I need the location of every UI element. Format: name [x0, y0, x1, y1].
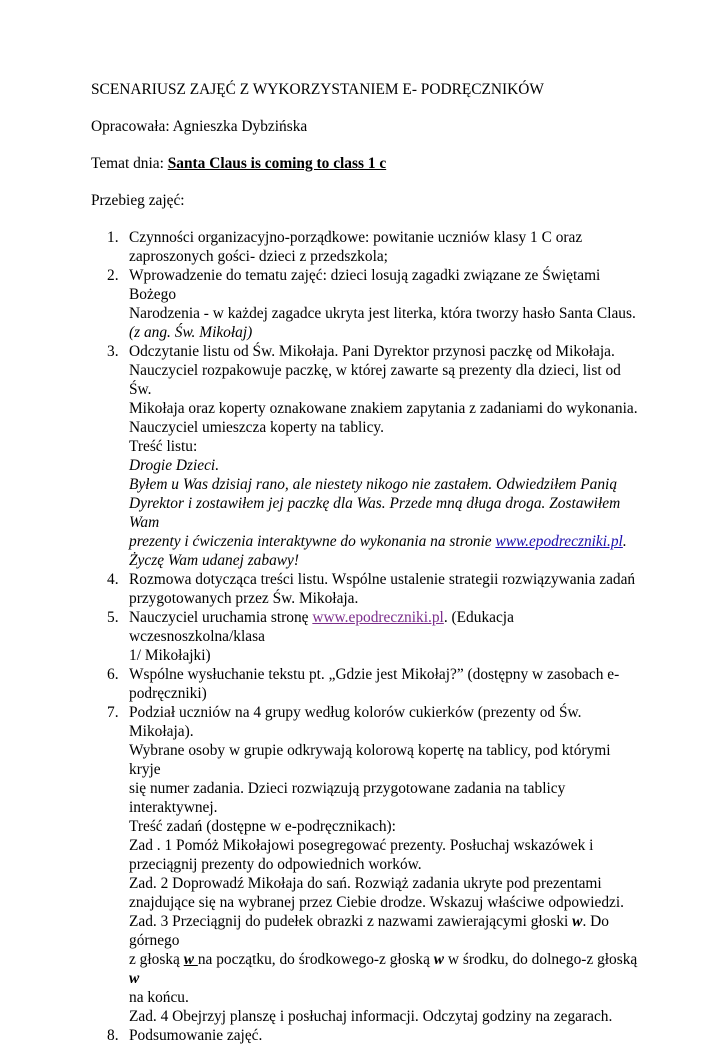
- item-text-line: Podział uczniów na 4 grupy według kolorów cukierków (prezenty od Św. Mikołaja).: [129, 704, 582, 740]
- item-text-line: [129, 608, 645, 646]
- item-text-line: Nauczyciel umieszcza koperty na tablicy.: [129, 419, 384, 436]
- topic-line: [91, 154, 645, 173]
- epodreczniki-link[interactable]: www.epodreczniki.pl: [495, 533, 623, 550]
- list-item: [91, 1026, 645, 1045]
- item-text-line: Treść zadań (dostępne w e-podręcznikach):: [129, 818, 396, 835]
- item-number: 5.: [107, 609, 119, 626]
- item-text-line: Wspólne wysłuchanie tekstu pt. „Gdzie jest Mikołaj?” (dostępny w zasobach e-: [129, 666, 620, 683]
- task-text-segment: . Do górnego: [129, 913, 609, 949]
- item-text-line: Czynności organizacyjno-porządkowe: powitanie uczniów klasy 1 C oraz: [129, 229, 583, 246]
- item-number: 7.: [107, 704, 119, 721]
- item-number: 2.: [107, 267, 119, 284]
- item-number: 6.: [107, 666, 119, 683]
- list-item: [91, 228, 645, 266]
- task-text-segment: Zad. 3 Przeciągnij do pudełek obrazki z nazwami zawierającymi głoski: [129, 913, 573, 930]
- item-text-segment: Nauczyciel uruchamia stronę: [129, 609, 313, 626]
- letter-text-segment: .: [622, 533, 627, 550]
- task-3-line: [129, 912, 645, 950]
- task-text-segment: na początku, do środkowego-z głoską: [197, 951, 434, 968]
- item-text-line: Odczytanie listu od Św. Mikołaja. Pani Dyrektor przynosi paczkę od Mikołaja.: [129, 343, 615, 360]
- item-text-line: (z ang. Św. Mikołaj): [129, 324, 253, 341]
- list-item: [91, 342, 645, 570]
- task-3-line: na końcu.: [129, 989, 189, 1006]
- item-number: 1.: [107, 229, 119, 246]
- item-number: 8.: [107, 1027, 119, 1044]
- item-text-segment: . (Edukacja wczesnoszkolna/klasa: [129, 609, 514, 645]
- item-text-line: Treść listu:: [129, 438, 198, 455]
- task-1-line: Zad . 1 Pomóż Mikołajowi posegregować prezenty. Posłuchaj wskazówek i: [129, 837, 594, 854]
- document-title: SCENARIUSZ ZAJĘĆ Z WYKORZYSTANIEM E- PODRĘCZNIKÓW: [91, 81, 544, 98]
- item-text-line: Rozmowa dotycząca treści listu. Wspólne ustalenie strategii rozwiązywania zadań: [129, 571, 636, 588]
- list-item: [91, 608, 645, 665]
- task-text-segment: z głoską: [129, 951, 184, 968]
- item-text-line: Wprowadzenie do tematu zajęć: dzieci losują zagadki związane ze Świętami Bożego: [129, 267, 601, 303]
- letter-greeting: Drogie Dzieci.: [129, 457, 220, 474]
- item-text-line: Nauczyciel rozpakowuje paczkę, w której zawarte są prezenty dla dzieci, list od Św.: [129, 362, 621, 398]
- phoneme-w: w: [183, 951, 198, 968]
- item-text-line: podręczniki): [129, 685, 207, 702]
- topic-value: Santa Claus is coming to class 1 c: [167, 155, 387, 172]
- phoneme-w: w: [129, 970, 140, 987]
- item-number: 3.: [107, 343, 119, 360]
- task-4-line: Zad. 4 Obejrzyj planszę i posłuchaj informacji. Odczytaj godziny na zegarach.: [129, 1008, 613, 1025]
- item-text-line: Podsumowanie zajęć.: [129, 1027, 263, 1044]
- item-text-line: się numer zadania. Dzieci rozwiązują przygotowane zadania na tablicy interaktywnej.: [129, 780, 566, 816]
- letter-closing: Życzę Wam udanej zabawy!: [129, 552, 299, 569]
- letter-text-segment: prezenty i ćwiczenia interaktywne do wykonania na stronie: [129, 533, 496, 550]
- item-number: 4.: [107, 571, 119, 588]
- task-3-line: [129, 950, 645, 988]
- epodreczniki-link[interactable]: www.epodreczniki.pl: [312, 609, 444, 626]
- list-item: [91, 570, 645, 608]
- item-text-line: zaproszonych gości- dzieci z przedszkola;: [129, 248, 388, 265]
- lesson-steps-list: [91, 228, 645, 1045]
- item-text-line: Wybrane osoby w grupie odkrywają kolorową kopertę na tablicy, pod którymi kryje: [129, 742, 611, 778]
- item-text-line: przygotowanych przez Św. Mikołaja.: [129, 590, 359, 607]
- topic-label: Temat dnia:: [91, 155, 168, 172]
- author-line: Opracowała: Agnieszka Dybzińska: [91, 118, 308, 135]
- item-text-line: Mikołaja oraz koperty oznakowane znakiem zapytania z zadaniami do wykonania.: [129, 400, 638, 417]
- task-2-line: Zad. 2 Doprowadź Mikołaja do sań. Rozwiąż zadania ukryte pod prezentami: [129, 875, 602, 892]
- item-text-line: 1/ Mikołajki): [129, 647, 211, 664]
- task-text-segment: w środku, do dolnego-z głoską: [444, 951, 638, 968]
- list-item: [91, 703, 645, 1026]
- letter-text-line: Dyrektor i zostawiłem jej paczkę dla Was. Przede mną długa droga. Zostawiłem Wam: [129, 495, 621, 531]
- task-1-line: przeciągnij prezenty do odpowiednich worków.: [129, 856, 422, 873]
- list-item: [91, 266, 645, 342]
- phoneme-w: w: [572, 913, 583, 930]
- phoneme-w: w: [433, 951, 445, 968]
- item-text-line: Narodzenia - w każdej zagadce ukryta jest literka, która tworzy hasło Santa Claus.: [129, 305, 636, 322]
- letter-text-line: Byłem u Was dzisiaj rano, ale niestety nikogo nie zastałem. Odwiedziłem Panią: [129, 476, 618, 493]
- letter-text-line: [129, 532, 645, 551]
- task-2-line: znajdujące się na wybranej przez Ciebie drodze. Wskazuj właściwe odpowiedzi.: [129, 894, 625, 911]
- list-item: [91, 665, 645, 703]
- course-heading: Przebieg zajęć:: [91, 192, 185, 209]
